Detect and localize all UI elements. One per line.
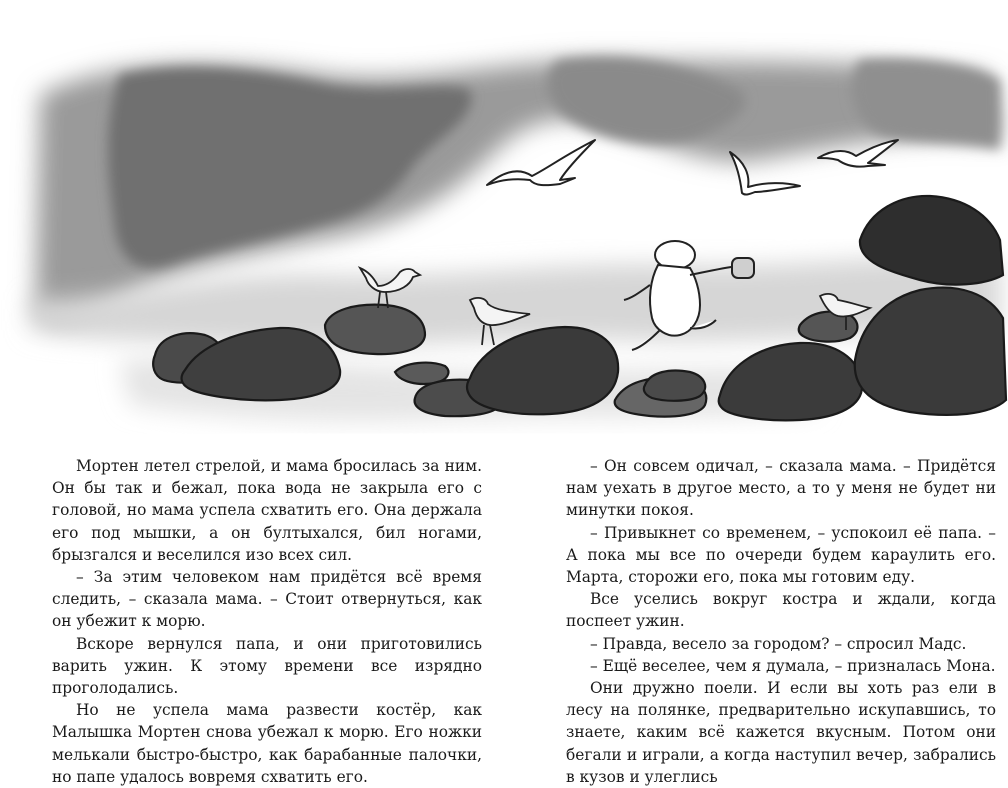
left-text-column	[52, 455, 482, 788]
paragraph: – Ещё веселее, чем я думала, – призналась Мона.	[590, 656, 996, 675]
paragraph: – Правда, весело за городом? – спросил Мадс.	[590, 634, 967, 653]
paragraph: Но не успела мама развести костёр, как Малышка Мортен снова убежал к морю. Его ножки мелькали быстро-быстро, как барабанные палочки, но папе удалось вовремя схватить его.	[52, 701, 482, 786]
paragraph: Они дружно поели. И если вы хоть раз ели в лесу на полянке, предварительно искупавшись, то знаете, каким всё кажется вкусным. Потом они бегали и играли, а когда наступил вечер, забрались в кузов и улеглись	[566, 679, 996, 786]
right-text-column	[566, 455, 996, 788]
paragraph: Мортен летел стрелой, и мама бросилась за ним. Он бы так и бежал, пока вода не закрыла его с головой, но мама успела схватить его. Она держала его под мышки, а он бултыхался, бил ногами, брызгался и веселился изо всех сил.	[52, 457, 482, 564]
paragraph: Вскоре вернулся папа, и они приготовились варить ужин. К этому времени все изрядно проголодались.	[52, 634, 482, 698]
paragraph: – Привыкнет со временем, – успокоил её папа. – А пока мы все по очереди будем караулить его. Марта, сторожи его, пока мы готовим еду.	[566, 523, 996, 587]
paragraph: – Он совсем одичал, – сказала мама. – Придётся нам уехать в другое место, а то у меня не будет ни минутки покоя.	[566, 457, 996, 520]
paragraph: – За этим человеком нам придётся всё время следить, – сказала мама. – Стоит отвернуться, как он убежит к морю.	[52, 568, 482, 631]
paragraph: Все уселись вокруг костра и ждали, когда поспеет ужин.	[566, 590, 996, 631]
